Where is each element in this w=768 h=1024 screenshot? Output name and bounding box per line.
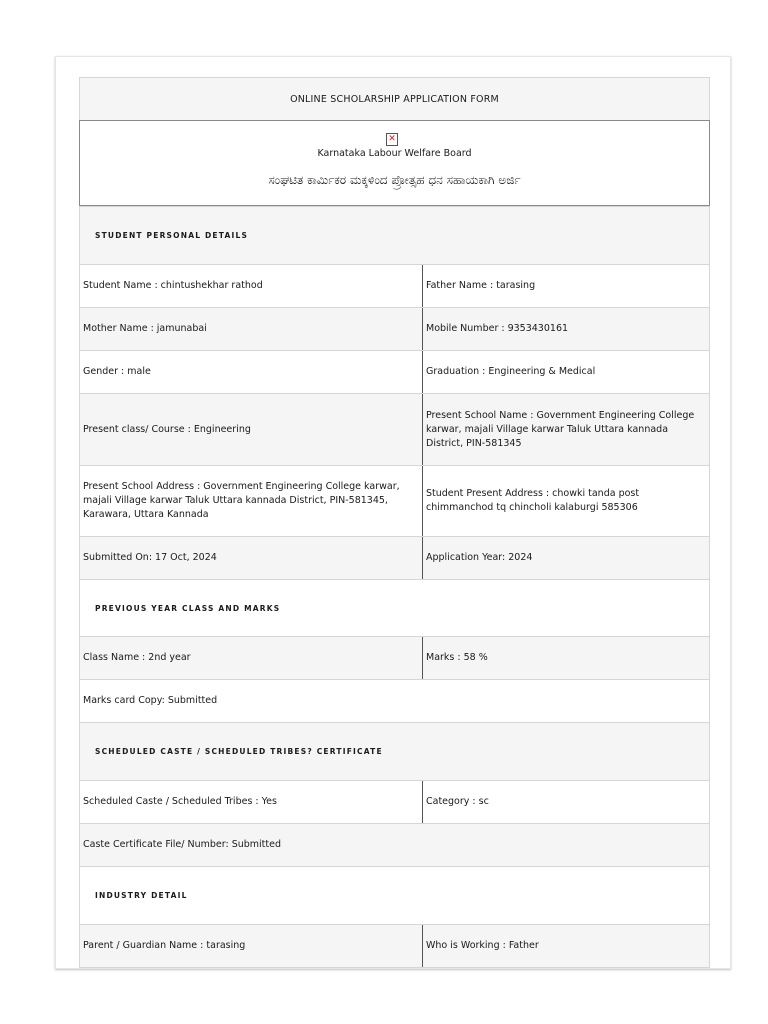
logo-broken-image-icon: ✕ bbox=[386, 133, 398, 146]
table-row bbox=[80, 536, 709, 579]
table-row bbox=[80, 393, 709, 465]
father-name: Father Name : tarasing bbox=[426, 280, 536, 291]
section-heading-industry: INDUSTRY DETAIL bbox=[80, 866, 709, 924]
marks-card-copy: Marks card Copy: Submitted bbox=[83, 695, 218, 706]
gender: Gender : male bbox=[80, 351, 423, 393]
mobile-number: Mobile Number : 9353430161 bbox=[426, 323, 569, 334]
table-row bbox=[80, 679, 709, 722]
document-page bbox=[55, 56, 731, 969]
table-row bbox=[80, 350, 709, 393]
marks: Marks : 58 % bbox=[426, 652, 488, 663]
table-row bbox=[80, 780, 709, 823]
student-present-address: Student Present Address : chowki tanda post chimmanchod tq chincholi kalaburgi 585306 bbox=[426, 488, 640, 513]
section-heading-personal: STUDENT PERSONAL DETAILS bbox=[80, 206, 709, 264]
category: Category : sc bbox=[426, 796, 489, 807]
caste-certificate: Caste Certificate File/ Number: Submitted bbox=[83, 839, 281, 850]
graduation: Graduation : Engineering & Medical bbox=[426, 366, 596, 377]
kannada-title: ಸಂಘಟಿತ ಕಾರ್ಮಿಕರ ಮಕ್ಕಳಿಂದ ಪ್ರೋತ್ಸಹ ಧನ ಸಹಾಯಕಾಗಿ ಅರ್ಜಿ bbox=[268, 173, 521, 187]
student-name: Student Name : chintushekhar rathod bbox=[80, 265, 423, 307]
table-row bbox=[80, 264, 709, 307]
table-row bbox=[80, 823, 709, 866]
present-school-address: Present School Address : Government Engineering College karwar, majali Village karwar Taluk Uttara kannada District, PIN-581345, Karawara, Uttara Kannada bbox=[80, 466, 423, 536]
section-heading-caste: SCHEDULED CASTE / SCHEDULED TRIBES? CERTIFICATE bbox=[80, 722, 709, 780]
form-title: ONLINE SCHOLARSHIP APPLICATION FORM bbox=[80, 77, 709, 120]
present-school-name: Present School Name : Government Engineering College karwar, majali Village karwar Taluk Uttara kannada District, PIN-581345 bbox=[426, 409, 695, 449]
scholarship-form bbox=[79, 77, 710, 968]
scheduled-caste-tribes: Scheduled Caste / Scheduled Tribes : Yes bbox=[80, 781, 423, 823]
table-row bbox=[80, 307, 709, 350]
table-row bbox=[80, 924, 709, 968]
form-header bbox=[79, 120, 710, 206]
who-is-working: Who is Working : Father bbox=[426, 940, 539, 951]
mother-name: Mother Name : jamunabai bbox=[80, 308, 423, 350]
guardian-name: Parent / Guardian Name : tarasing bbox=[80, 925, 423, 967]
table-row bbox=[80, 465, 709, 536]
present-class: Present class/ Course : Engineering bbox=[80, 394, 423, 465]
organization-name: Karnataka Labour Welfare Board bbox=[317, 148, 472, 159]
table-row bbox=[80, 636, 709, 679]
submitted-on: Submitted On: 17 Oct, 2024 bbox=[80, 537, 423, 579]
section-heading-previous-year: PREVIOUS YEAR CLASS AND MARKS bbox=[80, 579, 709, 636]
application-year: Application Year: 2024 bbox=[426, 552, 533, 563]
class-name: Class Name : 2nd year bbox=[80, 637, 423, 679]
